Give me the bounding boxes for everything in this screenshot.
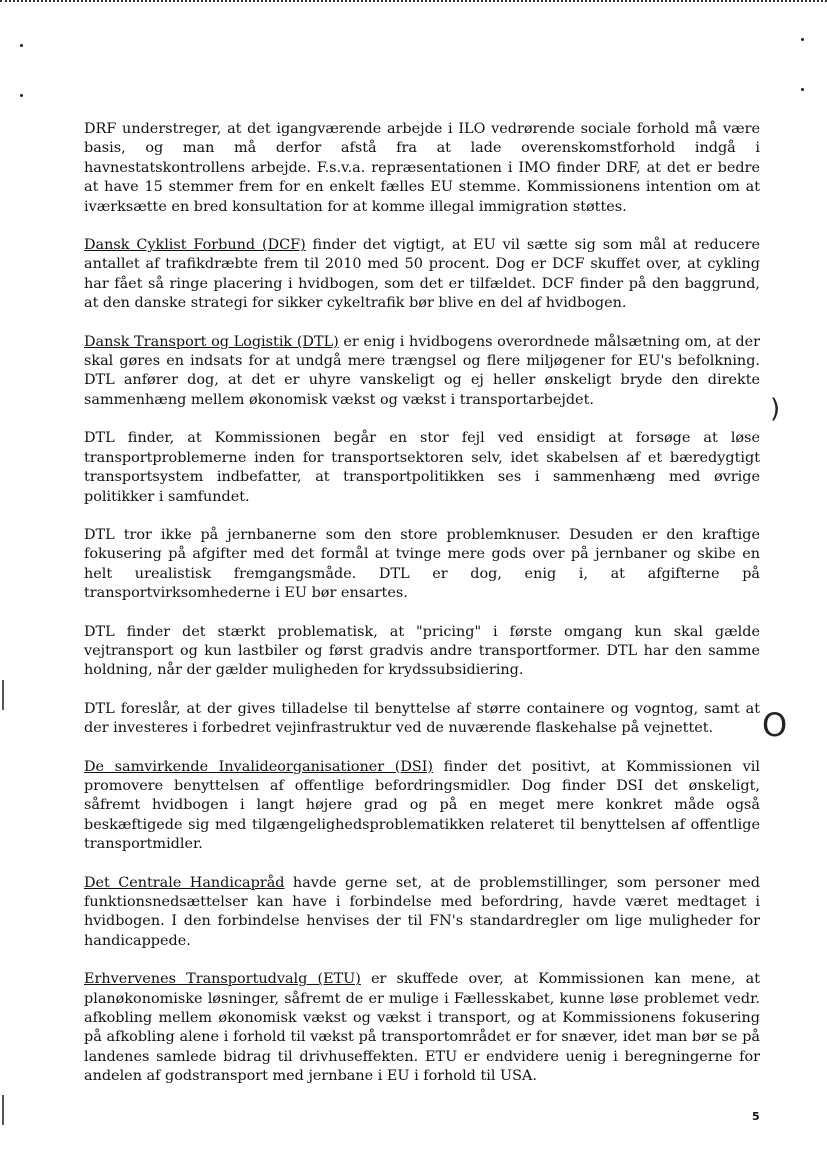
scan-speck [20,94,23,97]
organization-name: Dansk Cyklist Forbund (DCF) [84,237,306,254]
paragraph [84,623,760,681]
organization-name: Erhvervenes Transportudvalg (ETU) [84,971,361,988]
paragraph-text: finder det vigtigt, at EU vil sætte sig som mål at reducere antallet af trafikdræbte frem til 2010 med 50 procent. Dog er DCF skuffet over, at cykling har fået så ringe placering i hvidbogen, som det er tilfældet. DCF finder på den baggrund, at den danske strategi for sikker cykeltrafik bør blive en del af hvidbogen. [84,237,760,312]
paragraph-text: DTL finder, at Kommissionen begår en stor fejl ved ensidigt at forsøge at løse transportproblemerne inden for transportsektoren selv, idet skabelsen af et bæredygtigt transportsystem indbefatter, at transportpolitikken ses i sammenhæng med øvrige politikker i samfundet. [84,430,760,505]
paragraph [84,526,760,604]
paragraph-text: er skuffede over, at Kommissionen kan mene, at planøkonomiske løsninger, såfremt de er mulige i Fællesskabet, kunne løse problemet vedr. afkobling mellem økonomisk vækst og vækst i transport, og at Kommissionens fokusering på afkobling alene i forhold til vækst på transportområdet er for snæver, idet man bør se på landenes samlede bidrag til drivhuseffekten. ETU er endvidere uenig i beregningerne for andelen af godstransport med jernbane i EU i forhold til USA. [84,971,760,1085]
paragraph-text: DTL tror ikke på jernbanerne som den store problemknuser. Desuden er den kraftige fokusering på afgifter med det formål at tvinge mere gods over på jernbaner og skibe en helt urealistisk fremgangsmåde. DTL er dog, enig i, at afgifterne på transportvirksomhederne i EU bør ensartes. [84,526,760,602]
organization-name: Det Centrale Handicapråd [84,874,285,891]
paragraph [84,700,760,739]
scan-top-border [0,0,827,4]
scan-left-edge-mark [2,1095,4,1125]
paragraph [84,874,760,952]
paragraph-text: finder det positivt, at Kommissionen vil promovere benyttelsen af offentlige befordringsmidler. Dog finder DSI det ønskeligt, såfremt hvidbogen i langt højere grad og på en meget mere konkret måde også beskæftigede sig med tilgængelighedsproblematikken relateret til benyttelsen af offentlige transportmidler. [84,758,760,853]
paragraph-text: DTL finder det stærkt problematisk, at "pricing" i første omgang kun skal gælde vejtransport og kun lastbiler og først gradvis andre transportformer. DTL har den samme holdning, når der gælder muligheden for krydssubsidiering. [84,623,760,679]
page-number: 5 [752,1110,760,1123]
margin-bracket-mark: ) [770,394,781,424]
paragraph [84,758,760,855]
paragraph-text: er enig i hvidbogens overordnede målsætning om, at der skal gøres en indsats for at undgå mere trængsel og flere miljøgener for EU's befolkning. DTL anfører dog, at det er uhyre vanskeligt og ej heller ønskeligt bryde den direkte sammenhæng mellem økonomisk vækst og vækst i transportarbejdet. [84,333,760,408]
margin-circle-mark: O [762,706,788,744]
scan-left-edge-mark [2,680,4,710]
document-body [84,120,760,1106]
scan-speck [801,88,804,91]
scan-speck [20,44,23,47]
paragraph [84,970,760,1086]
paragraph [84,236,760,314]
paragraph-text: DRF understreger, at det igangværende arbejde i ILO vedrørende sociale forhold må være basis, og man må derfor afstå fra at lade overenskomstforhold indgå i havnestatskontrollens arbejde. F.s.v.a. repræsentationen i IMO finder DRF, at det er bedre at have 15 stemmer frem for en enkelt fælles EU stemme. Kommissionens intention om at iværksætte en bred konsultation for at komme illegal immigration støttes. [84,121,760,215]
organization-name: Dansk Transport og Logistik (DTL) [84,333,339,350]
paragraph-text: havde gerne set, at de problemstillinger, som personer med funktionsnedsættelser kan have i forbindelse med befordring, havde været medtaget i hvidbogen. I den forbindelse henvises der til FN's standardregler om lige muligheder for handicappede. [84,874,760,949]
paragraph [84,429,760,507]
paragraph-text: DTL foreslår, at der gives tilladelse til benyttelse af større containere og vogntog, samt at der investeres i forbedret vejinfrastruktur ved de nuværende flaskehalse på vejnettet. [84,700,760,737]
organization-name: De samvirkende Invalideorganisationer (DSI) [84,758,434,775]
paragraph [84,333,760,411]
scan-speck [801,38,804,41]
paragraph [84,120,760,217]
